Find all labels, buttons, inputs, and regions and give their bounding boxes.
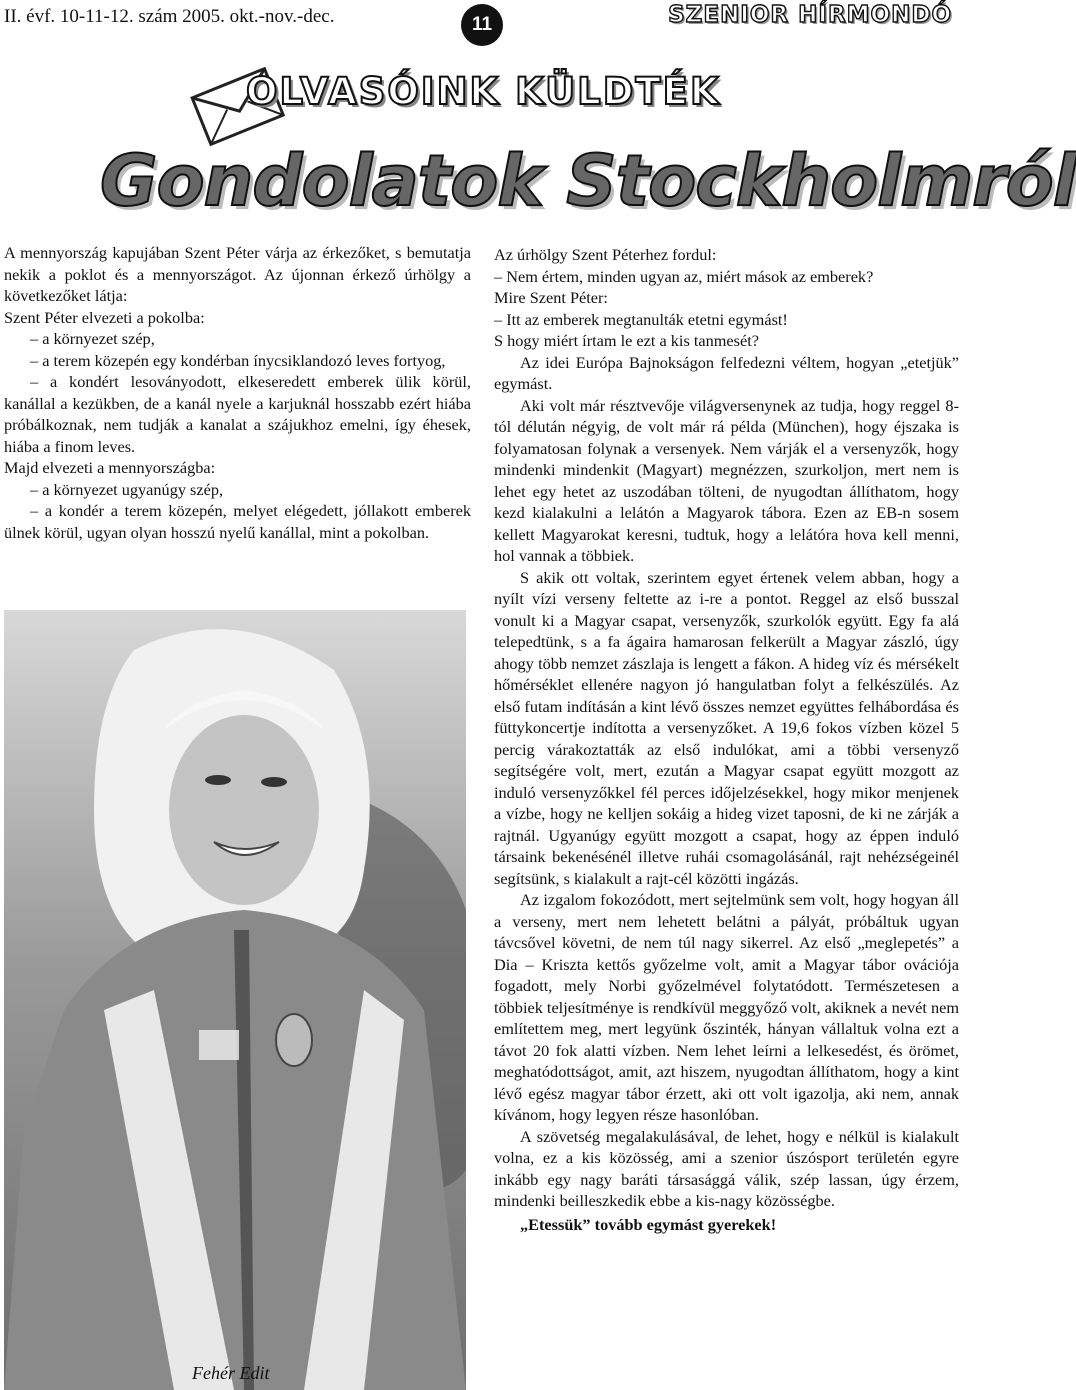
paragraph: Az úrhölgy Szent Péterhez fordul:: [494, 245, 717, 264]
paragraph: Az izgalom fokozódott, mert sejtelmünk sem volt, hogy hogyan áll a verseny, mert nem lehetett belátni a pályát, próbáltuk ugyan távcsővel követni, de nem túl nagy sikerrel. Az első „meglepetés” a Dia – Kriszta kettős győzelme volt, amit a Magyar tábor ovációja fogadott, mely Norbi győzelmével folytatódott. Természetesen a többiek teljesítménye is rendkívül meggyőző volt, akiknek a nevét nem említettem meg, mert legyünk őszinték, hányan vállaltuk volna ezt a távot 20 fok alatti vízben. Nem lehet leírni a lelkesedést, és örömet, meghatódottságot, amit, azt hiszem, nyugodtan állíthatom, hogy a kint lévő egész magyar tábor érzett, aki ott volt igazolja, aki nem, annak kívánom, hogy legyen része hasonlóban.: [494, 890, 959, 1124]
masthead: SZENIOR HÍRMONDÓ: [668, 2, 952, 28]
paragraph: Szent Péter elvezeti a pokolba:: [4, 307, 205, 327]
page-number: 11: [461, 4, 503, 46]
paragraph: Mire Szent Péter:: [494, 288, 608, 307]
left-column: [4, 242, 471, 543]
paragraph: – a környezet szép,: [30, 329, 155, 348]
paragraph: S akik ott voltak, szerintem egyet értenek velem abban, hogy a nyílt vízi verseny feltette az i-re a pontot. Reggel az első busszal vonult ki a Magyar csapat, versenyzők, szurkolók együtt. Egy fa alá telepedtünk, s a fa ágaira hamarosan felkerült a Magyar zászló, úgy ahogy több nemzet zászlaja is lengett a fákon. A hideg víz és mérsékelt hőmérséklet ellenére nagyon jó hangulatban folyt a felkészülés. Az első futam indításán a kint lévő összes nemzet együttes felhábordása és füttykoncertje indította a versenyzőket. A 19,6 fokos vízben közel 5 percig várakoztatták az első indulókat, ami a többi versenyző segítségére volt, mert, ezután a Magyar csapat együtt mozgott az induló versenyzőkkel fél perces időjelzésekkel, hogy mikor menjenek a vízbe, hogy ne kelljen sokáig a hideg vizet taposni, de ki ne zárják a rajtnál. Ugyanúgy együtt mozgott a csapat, hogy az éppen induló társaink bekenésénél illetve ruhái csomagolásánál, rajt nehézségeinél segítsünk, s kialakult a rajt-cél közötti ingázás.: [494, 567, 959, 888]
paragraph: – a környezet ugyanúgy szép,: [30, 479, 224, 499]
photo: [4, 610, 466, 1390]
paragraph: – Itt az emberek megtanulták etetni egymást!: [494, 309, 788, 329]
paragraph: – a kondért lesoványodott, elkeseredett emberek ülik körül, kanállal a kezükben, de a kanál nyele a karjuknál hosszabb ezért hiába próbálkoznak, nem tudják a kanalat a szájukhoz emelni, így éhesek, hiába a finom leves.: [4, 372, 471, 456]
photo-caption: Fehér Edit: [192, 1363, 270, 1383]
paragraph: – Nem értem, minden ugyan az, miért mások az emberek?: [494, 266, 874, 286]
paragraph: Aki volt már résztvevője világversenynek az tudja, hogy reggel 8-tól délután négyig, de volt már rá példa (München), hogy éjszaka is folyamatosan folynak a versenyek. Nem várják el a versenyzők, hogy mindenki mindenkit (Magyart) megnézzen, szurkoljon, mert nem is lehet egy hetet az uszodában tölteni, de nyugodtan állíthatom, hogy kezd kialakulni a lelátón a Magyarok tábora. Ezen az EB-n sosem kellett Magyarokat keresni, tudtuk, hogy a lelátóra hova kell menni, hol vannak a többiek.: [494, 395, 959, 565]
paragraph: S hogy miért írtam le ezt a kis tanmesét?: [494, 331, 759, 350]
paragraph: Majd elvezeti a mennyországba:: [4, 458, 216, 477]
right-column: [494, 244, 959, 1235]
closing-line: „Etessük” tovább egymást gyerekek!: [520, 1214, 777, 1234]
paragraph: Az idei Európa Bajnokságon felfedezni véltem, hogyan „etetjük” egymást.: [494, 352, 959, 393]
paragraph: A szövetség megalakulásával, de lehet, hogy e nélkül is kialakult volna, ez a kis közösség, ami a szenior úszósport területén egyre inkább egy nagy baráti társasággá válik, szép lassan, úgy érzem, mindenki beilleszkedik ebbe a kis-nagy közösségbe.: [494, 1126, 959, 1210]
article-title: Gondolatok Stockholmról: [100, 140, 1076, 222]
issue-info: II. évf. 10-11-12. szám 2005. okt.-nov.-dec.: [4, 6, 335, 27]
section-title: OLVASÓINK KÜLDTÉK: [246, 70, 721, 113]
paragraph: – a kondér a terem közepén, melyet elégedett, jóllakott emberek ülnek körül, ugyan olyan hosszú nyelű kanállal, mint a pokolban.: [4, 501, 471, 542]
paragraph: – a terem közepén egy kondérban ínycsiklandozó leves fortyog,: [30, 350, 446, 370]
paragraph: A mennyország kapujában Szent Péter várja az érkezőket, s bemutatja nekik a poklot és a mennyországot. Az újonnan érkező úrhölgy a következőket látja:: [4, 243, 471, 305]
